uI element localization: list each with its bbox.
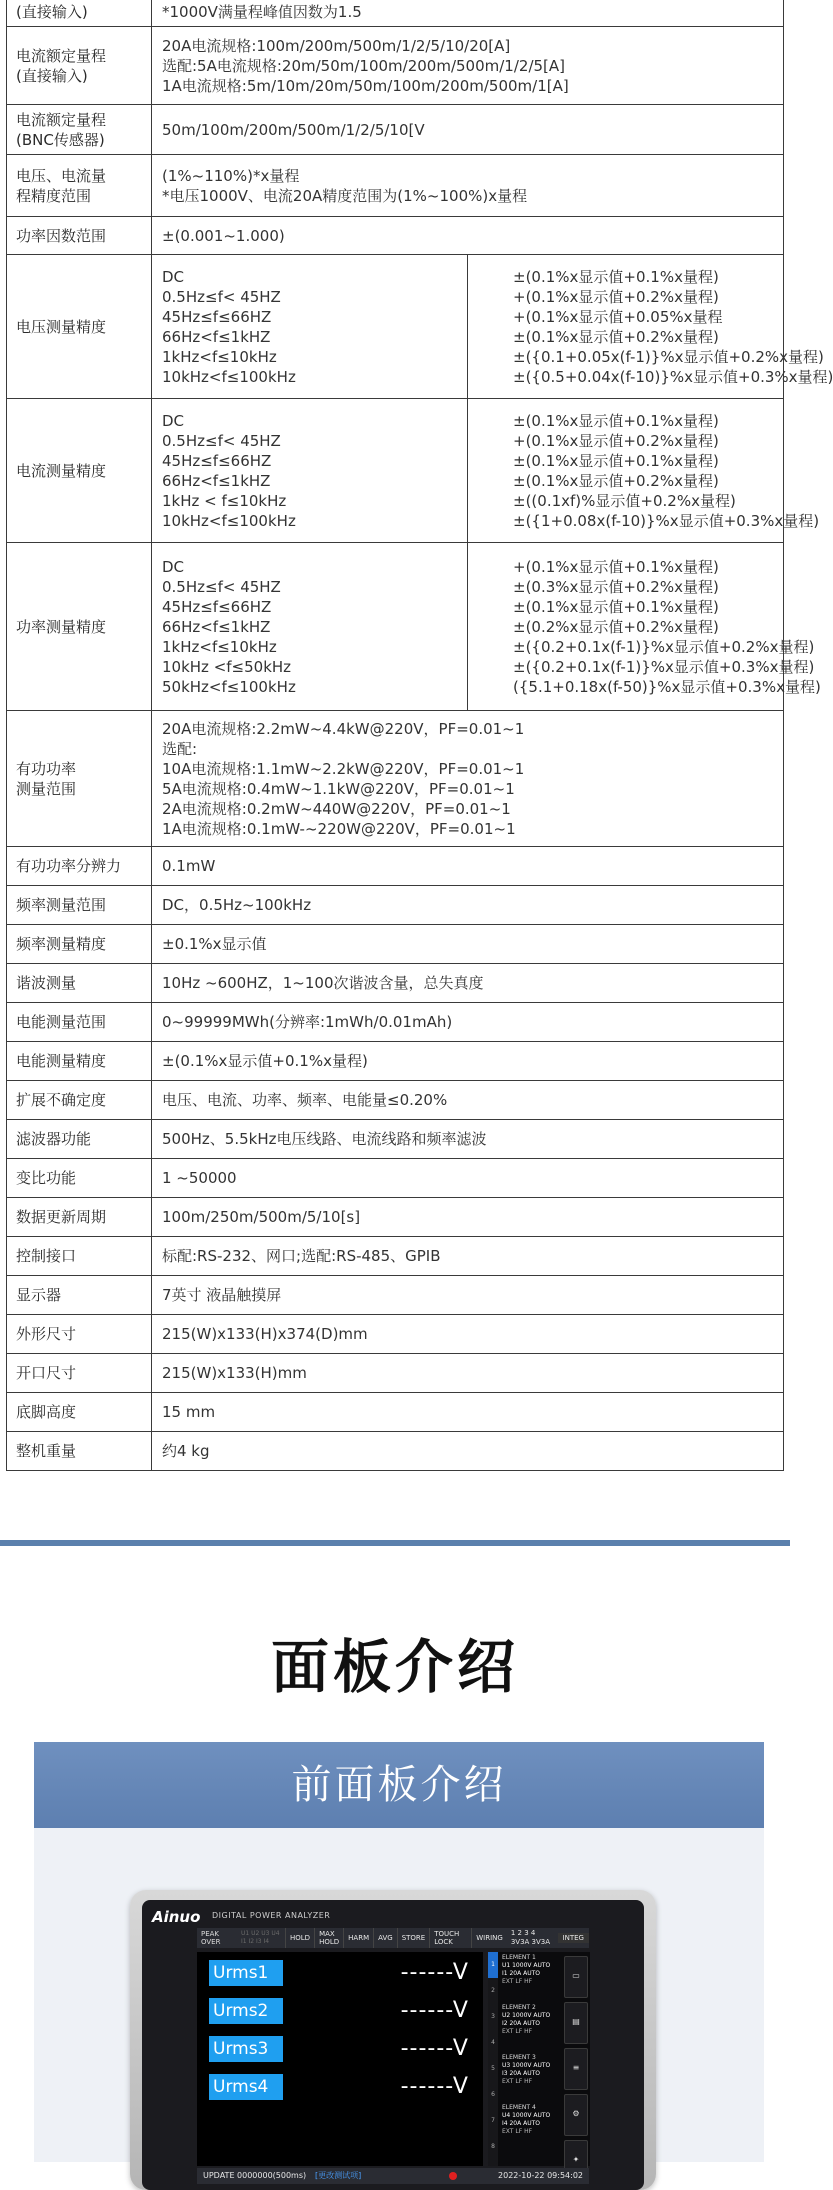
spec-row <box>7 1393 784 1432</box>
spec-value-line: 电压、电流、功率、频率、电能量≤0.20% <box>162 1091 448 1109</box>
side-softkey-icon[interactable]: ⚙ <box>564 2094 588 2136</box>
integ-button[interactable]: INTEG <box>558 1933 589 1943</box>
accuracy-label: 电压测量精度 <box>7 255 152 399</box>
frequency-range: 45Hz≤f≤66HZ <box>162 307 272 326</box>
accuracy-value: ({5.1+0.18x(f-50)}%x显示值+0.3%x量程) <box>513 677 821 696</box>
accuracy-value: ±(0.1%x显示值+0.1%x量程) <box>513 267 719 286</box>
peak-over-indicator <box>197 1930 241 1946</box>
element-panel[interactable] <box>502 2004 558 2050</box>
spec-value-line: 1A电流规格:5m/10m/20m/50m/100m/200m/500m/1[A] <box>162 76 569 95</box>
element-column <box>488 1952 590 2166</box>
accuracy-value-list <box>468 543 821 711</box>
accuracy-value: ±(0.1%x显示值+0.1%x量程) <box>513 411 719 430</box>
accuracy-value: ±({0.1+0.05x(f-1)}%x显示值+0.2%x量程) <box>513 347 824 366</box>
spec-label <box>7 1159 152 1198</box>
spec-value-line: (1%~110%)*x量程 <box>162 166 300 185</box>
spec-value <box>152 105 784 155</box>
spec-value-line: 1 ~50000 <box>162 1169 237 1187</box>
page-number[interactable]: 8 <box>491 2143 495 2150</box>
frequency-range: 10kHz<f≤100kHz <box>162 367 296 386</box>
side-softkey-icon[interactable]: ▭ <box>564 1956 588 1998</box>
frequency-range-list <box>152 399 468 543</box>
element-ext: EXT LF HF <box>502 2128 533 2135</box>
element-voltage: U4 1000V AUTO <box>502 2112 551 2119</box>
frequency-range: 1kHz<f≤10kHz <box>162 637 277 656</box>
page-number[interactable]: 4 <box>491 2039 495 2046</box>
spec-label <box>7 1432 152 1471</box>
spec-label <box>7 1354 152 1393</box>
spec-value-line: 20A电流规格:2.2mW~4.4kW@220V，PF=0.01~1 <box>162 719 525 738</box>
accuracy-value-list <box>468 255 833 399</box>
readings-panel <box>197 1952 483 2166</box>
frequency-range: 66Hz<f≤1kHZ <box>162 471 271 490</box>
frequency-range-list <box>152 255 468 399</box>
spec-value <box>152 1003 784 1042</box>
accuracy-value: ±({0.2+0.1x(f-1)}%x显示值+0.2%x量程) <box>513 637 815 656</box>
spec-row <box>7 1159 784 1198</box>
spec-value-line: 15 mm <box>162 1403 216 1421</box>
element-title: ELEMENT 2 <box>502 2004 536 2011</box>
spec-value-line: 0~99999MWh(分辨率:1mWh/0.01mAh) <box>162 1013 453 1031</box>
section-divider <box>0 1540 790 1546</box>
spec-label-line: 电压、电流量 <box>16 166 107 185</box>
accuracy-value: ±(0.3%x显示值+0.2%x量程) <box>513 577 719 596</box>
frequency-range-list <box>152 543 468 711</box>
spec-label-line: 有功功率分辨力 <box>16 857 122 875</box>
spec-label <box>7 1198 152 1237</box>
accuracy-row <box>7 543 784 711</box>
accuracy-value: +(0.1%x显示值+0.1%x量程) <box>513 557 719 576</box>
spec-value-line: 10Hz ~600HZ，1~100次谐波含量，总失真度 <box>162 974 484 992</box>
accuracy-value: ±(0.1%x显示值+0.1%x量程) <box>513 597 719 616</box>
spec-row <box>7 1276 784 1315</box>
spec-row <box>7 105 784 155</box>
element-title: ELEMENT 1 <box>502 1954 536 1961</box>
channel-row-u: U1 U2 U3 U4 <box>241 1930 280 1937</box>
spec-row <box>7 1354 784 1393</box>
spec-row <box>7 0 784 27</box>
spec-value <box>152 1276 784 1315</box>
spec-value <box>152 1198 784 1237</box>
accuracy-value: ±({0.5+0.04x(f-10)}%x显示值+0.3%x量程) <box>513 367 833 386</box>
accuracy-label: 电流测量精度 <box>7 399 152 543</box>
max-hold-button[interactable] <box>314 1928 343 1948</box>
spec-label-line: 整机重量 <box>16 1442 77 1460</box>
frequency-range: 1kHz<f≤10kHz <box>162 347 277 366</box>
element-ext: EXT LF HF <box>502 1978 533 1985</box>
spec-value-line: *1000V满量程峰值因数为1.5 <box>162 2 362 21</box>
page-scale <box>488 1952 498 2166</box>
spec-row <box>7 1432 784 1471</box>
front-panel-header: 前面板介绍 <box>34 1742 764 1828</box>
spec-value-line: 500Hz、5.5kHz电压线路、电流线路和频率滤波 <box>162 1130 487 1148</box>
spec-label-line: 外形尺寸 <box>16 1325 77 1343</box>
reading-row[interactable] <box>197 2070 483 2106</box>
side-softkey-icon[interactable]: ≡ <box>564 2048 588 2090</box>
spec-value <box>152 1432 784 1471</box>
spec-value-line: 20A电流规格:100m/200m/500m/1/2/5/10/20[A] <box>162 36 511 55</box>
spec-label <box>7 886 152 925</box>
spec-value <box>152 886 784 925</box>
frequency-range: 0.5Hz≤f< 45HZ <box>162 287 281 306</box>
accuracy-value: ±({1+0.08x(f-10)}%x显示值+0.3%x量程) <box>513 511 820 530</box>
spec-label <box>7 964 152 1003</box>
spec-value <box>152 847 784 886</box>
wiring-types: 3V3A 3V3A <box>510 1938 551 1946</box>
accuracy-value: ±(0.1%x显示值+0.2%x量程) <box>513 471 719 490</box>
frequency-range: 66Hz<f≤1kHZ <box>162 327 271 346</box>
spec-value-line: 50m/100m/200m/500m/1/2/5/10[V <box>162 120 425 139</box>
spec-row <box>7 964 784 1003</box>
frequency-range: DC <box>162 557 185 576</box>
max-hold-label-1: MAX <box>319 1930 335 1938</box>
spec-value <box>152 711 784 847</box>
spec-label-line: 电流额定量程 <box>16 110 107 129</box>
spec-label <box>7 1120 152 1159</box>
spec-label <box>7 1393 152 1432</box>
reading-value: ------V <box>400 2074 469 2099</box>
spec-value-line: 2A电流规格:0.2mW~440W@220V，PF=0.01~1 <box>162 799 511 818</box>
spec-value-line: 标配:RS-232、网口;选配:RS-485、GPIB <box>162 1247 441 1265</box>
frequency-range: 50kHz<f≤100kHz <box>162 677 296 696</box>
element-panel[interactable] <box>502 2104 558 2150</box>
spec-row <box>7 1120 784 1159</box>
spec-label-line: 底脚高度 <box>16 1403 77 1421</box>
spec-label <box>7 1315 152 1354</box>
spec-value <box>152 1081 784 1120</box>
spec-label-line: 功率因数范围 <box>16 226 107 245</box>
spec-label <box>7 1237 152 1276</box>
spec-row <box>7 925 784 964</box>
spec-label-line: 开口尺寸 <box>16 1364 77 1382</box>
reading-label: Urms1 <box>209 1960 283 1986</box>
spec-label <box>7 925 152 964</box>
element-current: I4 20A AUTO <box>502 2120 541 2127</box>
accuracy-label: 功率测量精度 <box>7 543 152 711</box>
spec-value-line: 215(W)x133(H)mm <box>162 1364 307 1382</box>
spec-label-line: 频率测量范围 <box>16 896 107 914</box>
harm-button[interactable]: HARM <box>343 1928 373 1948</box>
frequency-range: 10kHz<f≤100kHz <box>162 511 296 530</box>
spec-value <box>152 1159 784 1198</box>
datetime: 2022-10-22 09:54:02 <box>498 2171 583 2180</box>
spec-row <box>7 27 784 105</box>
element-ext: EXT LF HF <box>502 2078 533 2085</box>
spec-value-line: 7英寸 液晶触摸屏 <box>162 1286 282 1304</box>
spec-label-line: (BNC传感器) <box>16 130 105 149</box>
spec-row <box>7 1081 784 1120</box>
accuracy-value-list <box>468 399 820 543</box>
page-number[interactable]: 5 <box>491 2065 495 2072</box>
spec-row <box>7 1315 784 1354</box>
element-voltage: U2 1000V AUTO <box>502 2012 551 2019</box>
spec-value-line: 100m/250m/500m/5/10[s] <box>162 1208 361 1226</box>
spec-label <box>7 0 152 27</box>
touch-lock-button[interactable] <box>429 1928 463 1948</box>
spec-value-line: DC，0.5Hz~100kHz <box>162 896 312 914</box>
spec-row <box>7 1042 784 1081</box>
spec-value <box>152 217 784 255</box>
spec-value-line: 215(W)x133(H)x374(D)mm <box>162 1325 368 1343</box>
screen-topbar <box>197 1928 589 1948</box>
spec-value-line: 约4 kg <box>162 1442 210 1460</box>
spec-label-line: 电能测量范围 <box>16 1013 107 1031</box>
spec-value <box>152 27 784 105</box>
record-dot-icon <box>449 2172 457 2180</box>
change-test-item-link[interactable]: [更改测试项] <box>315 2171 362 2180</box>
spec-value-line: ±(0.1%x显示值+0.1%x量程) <box>162 1052 368 1070</box>
spec-label-line: 变比功能 <box>16 1169 77 1187</box>
spec-row <box>7 1003 784 1042</box>
update-rate: UPDATE 0000000(500ms) <box>203 2171 307 2180</box>
channel-row-i: I1 I2 I3 I4 <box>241 1938 270 1945</box>
section-title: 面板介绍 <box>270 1633 519 1701</box>
brand-logo: Ainuo <box>152 1908 201 1926</box>
hold-button[interactable]: HOLD <box>285 1928 314 1948</box>
wiring-config <box>511 1929 550 1947</box>
avg-button[interactable]: AVG <box>373 1928 397 1948</box>
spec-label <box>7 155 152 217</box>
spec-row <box>7 155 784 217</box>
spec-label <box>7 1081 152 1120</box>
page-number[interactable]: 6 <box>491 2091 495 2098</box>
spec-label-line: 电流额定量程 <box>16 46 107 65</box>
spec-label <box>7 1042 152 1081</box>
spec-table <box>6 0 833 1471</box>
element-panel[interactable] <box>502 2054 558 2100</box>
frequency-range: 0.5Hz≤f< 45HZ <box>162 431 281 450</box>
reading-label: Urms2 <box>209 1998 283 2024</box>
spec-value-line: ±(0.001~1.000) <box>162 226 285 245</box>
over-label: OVER <box>201 1938 221 1946</box>
spec-value <box>152 1120 784 1159</box>
spec-row <box>7 847 784 886</box>
frequency-range: 45Hz≤f≤66HZ <box>162 451 272 470</box>
accuracy-value: +(0.1%x显示值+0.2%x量程) <box>513 431 719 450</box>
element-ext: EXT LF HF <box>502 2028 533 2035</box>
spec-label-line: 扩展不确定度 <box>16 1091 107 1109</box>
peak-label: PEAK <box>201 1930 220 1938</box>
spec-value-line: 选配: <box>162 739 198 758</box>
spec-label <box>7 27 152 105</box>
touch-lock-label-1: TOUCH <box>434 1930 460 1938</box>
store-button[interactable]: STORE <box>397 1928 430 1948</box>
touch-lock-label-2: LOCK <box>434 1938 453 1946</box>
spec-value <box>152 0 784 27</box>
page-number[interactable]: 2 <box>491 1987 495 1994</box>
accuracy-value: ±(0.1%x显示值+0.2%x量程) <box>513 327 719 346</box>
element-title: ELEMENT 4 <box>502 2104 536 2111</box>
reading-row[interactable] <box>197 1994 483 2030</box>
power-analyzer-device <box>130 1890 656 2190</box>
spec-label-line: 显示器 <box>16 1286 62 1304</box>
element-title: ELEMENT 3 <box>502 2054 536 2061</box>
spec-row <box>7 1198 784 1237</box>
spec-label-line: 测量范围 <box>16 779 77 798</box>
spec-label-line: 控制接口 <box>16 1247 77 1265</box>
side-softkey-icon[interactable]: ✦ <box>564 2140 588 2182</box>
page-number[interactable]: 7 <box>491 2117 495 2124</box>
channel-indicator <box>241 1930 285 1946</box>
spec-value-line: ±0.1%x显示值 <box>162 935 267 953</box>
spec-row <box>7 886 784 925</box>
spec-value <box>152 155 784 217</box>
front-panel-card <box>34 1742 764 2180</box>
page-number[interactable]: 1 <box>488 1952 498 1978</box>
accuracy-value: ±(0.1%x显示值+0.1%x量程) <box>513 451 719 470</box>
page-number[interactable]: 3 <box>491 2013 495 2020</box>
spec-value <box>152 1315 784 1354</box>
element-panel[interactable] <box>502 1954 558 2000</box>
spec-value-line: 1A电流规格:0.1mW-~220W@220V，PF=0.01~1 <box>162 819 516 838</box>
spec-value <box>152 1237 784 1276</box>
frequency-range: 0.5Hz≤f< 45HZ <box>162 577 281 596</box>
wiring-numbers: 1 2 3 4 <box>510 1929 536 1937</box>
accuracy-row <box>7 399 784 543</box>
spec-label-line: 电能测量精度 <box>16 1052 107 1070</box>
spec-value <box>152 1354 784 1393</box>
spec-row <box>7 1237 784 1276</box>
spec-label <box>7 1003 152 1042</box>
side-softkey-icon[interactable]: ▤ <box>564 2002 588 2044</box>
spec-label-line: (直接输入) <box>16 66 88 85</box>
spec-value <box>152 1393 784 1432</box>
frequency-range: DC <box>162 267 185 286</box>
spec-value-line: 10A电流规格:1.1mW~2.2kW@220V，PF=0.01~1 <box>162 759 525 778</box>
spec-label-line: 数据更新周期 <box>16 1208 107 1226</box>
accuracy-value: +(0.1%x显示值+0.05%x量程 <box>513 307 723 326</box>
spec-value-line: *电压1000V、电流20A精度范围为(1%~100%)x量程 <box>162 186 528 205</box>
spec-label-line: 滤波器功能 <box>16 1130 92 1148</box>
spec-value <box>152 925 784 964</box>
reading-label: Urms3 <box>209 2036 283 2062</box>
frequency-range: 10kHz <f≤50kHz <box>162 657 292 676</box>
accuracy-value: +(0.1%x显示值+0.2%x量程) <box>513 287 719 306</box>
spec-label <box>7 847 152 886</box>
max-hold-label-2: HOLD <box>319 1938 340 1946</box>
wiring-button[interactable]: WIRING <box>471 1928 507 1948</box>
spec-row <box>7 711 784 847</box>
frequency-range: 45Hz≤f≤66HZ <box>162 597 272 616</box>
spec-label <box>7 217 152 255</box>
element-current: I1 20A AUTO <box>502 1970 541 1977</box>
device-bezel <box>142 1900 644 2190</box>
spec-value-line: 5A电流规格:0.4mW~1.1kW@220V，PF=0.01~1 <box>162 779 515 798</box>
spec-label-line: 频率测量精度 <box>16 935 107 953</box>
spec-value-line: 0.1mW <box>162 857 216 875</box>
frequency-range: DC <box>162 411 185 430</box>
reading-value: ------V <box>400 2036 469 2061</box>
spec-value-line: 选配:5A电流规格:20m/50m/100m/200m/500m/1/2/5[A] <box>162 56 566 75</box>
element-current: I2 20A AUTO <box>502 2020 541 2027</box>
frequency-range: 1kHz < f≤10kHz <box>162 491 287 510</box>
spec-value <box>152 1042 784 1081</box>
frequency-range: 66Hz<f≤1kHZ <box>162 617 271 636</box>
accuracy-value: ±(0.2%x显示值+0.2%x量程) <box>513 617 719 636</box>
spec-label-line: (直接输入) <box>16 2 88 21</box>
spec-label <box>7 105 152 155</box>
accuracy-value: ±((0.1xf)%显示值+0.2%x量程) <box>513 491 736 510</box>
reading-value: ------V <box>400 1960 469 1985</box>
element-voltage: U1 1000V AUTO <box>502 1962 551 1969</box>
spec-label-line: 谐波测量 <box>16 974 77 992</box>
spec-label-line: 程精度范围 <box>16 186 92 205</box>
screen-bottombar <box>197 2168 589 2184</box>
reading-value: ------V <box>400 1998 469 2023</box>
side-softkeys <box>562 1952 588 2166</box>
reading-label: Urms4 <box>209 2074 283 2100</box>
reading-row[interactable] <box>197 2032 483 2068</box>
element-voltage: U3 1000V AUTO <box>502 2062 551 2069</box>
element-current: I3 20A AUTO <box>502 2070 541 2077</box>
reading-row[interactable] <box>197 1956 483 1992</box>
accuracy-value: ±({0.2+0.1x(f-1)}%x显示值+0.3%x量程) <box>513 657 815 676</box>
spec-label-line: 有功功率 <box>16 759 77 778</box>
spec-label <box>7 1276 152 1315</box>
spec-row <box>7 217 784 255</box>
spec-value <box>152 964 784 1003</box>
accuracy-row <box>7 255 784 399</box>
spec-label <box>7 711 152 847</box>
model-name: DIGITAL POWER ANALYZER <box>212 1911 331 1920</box>
